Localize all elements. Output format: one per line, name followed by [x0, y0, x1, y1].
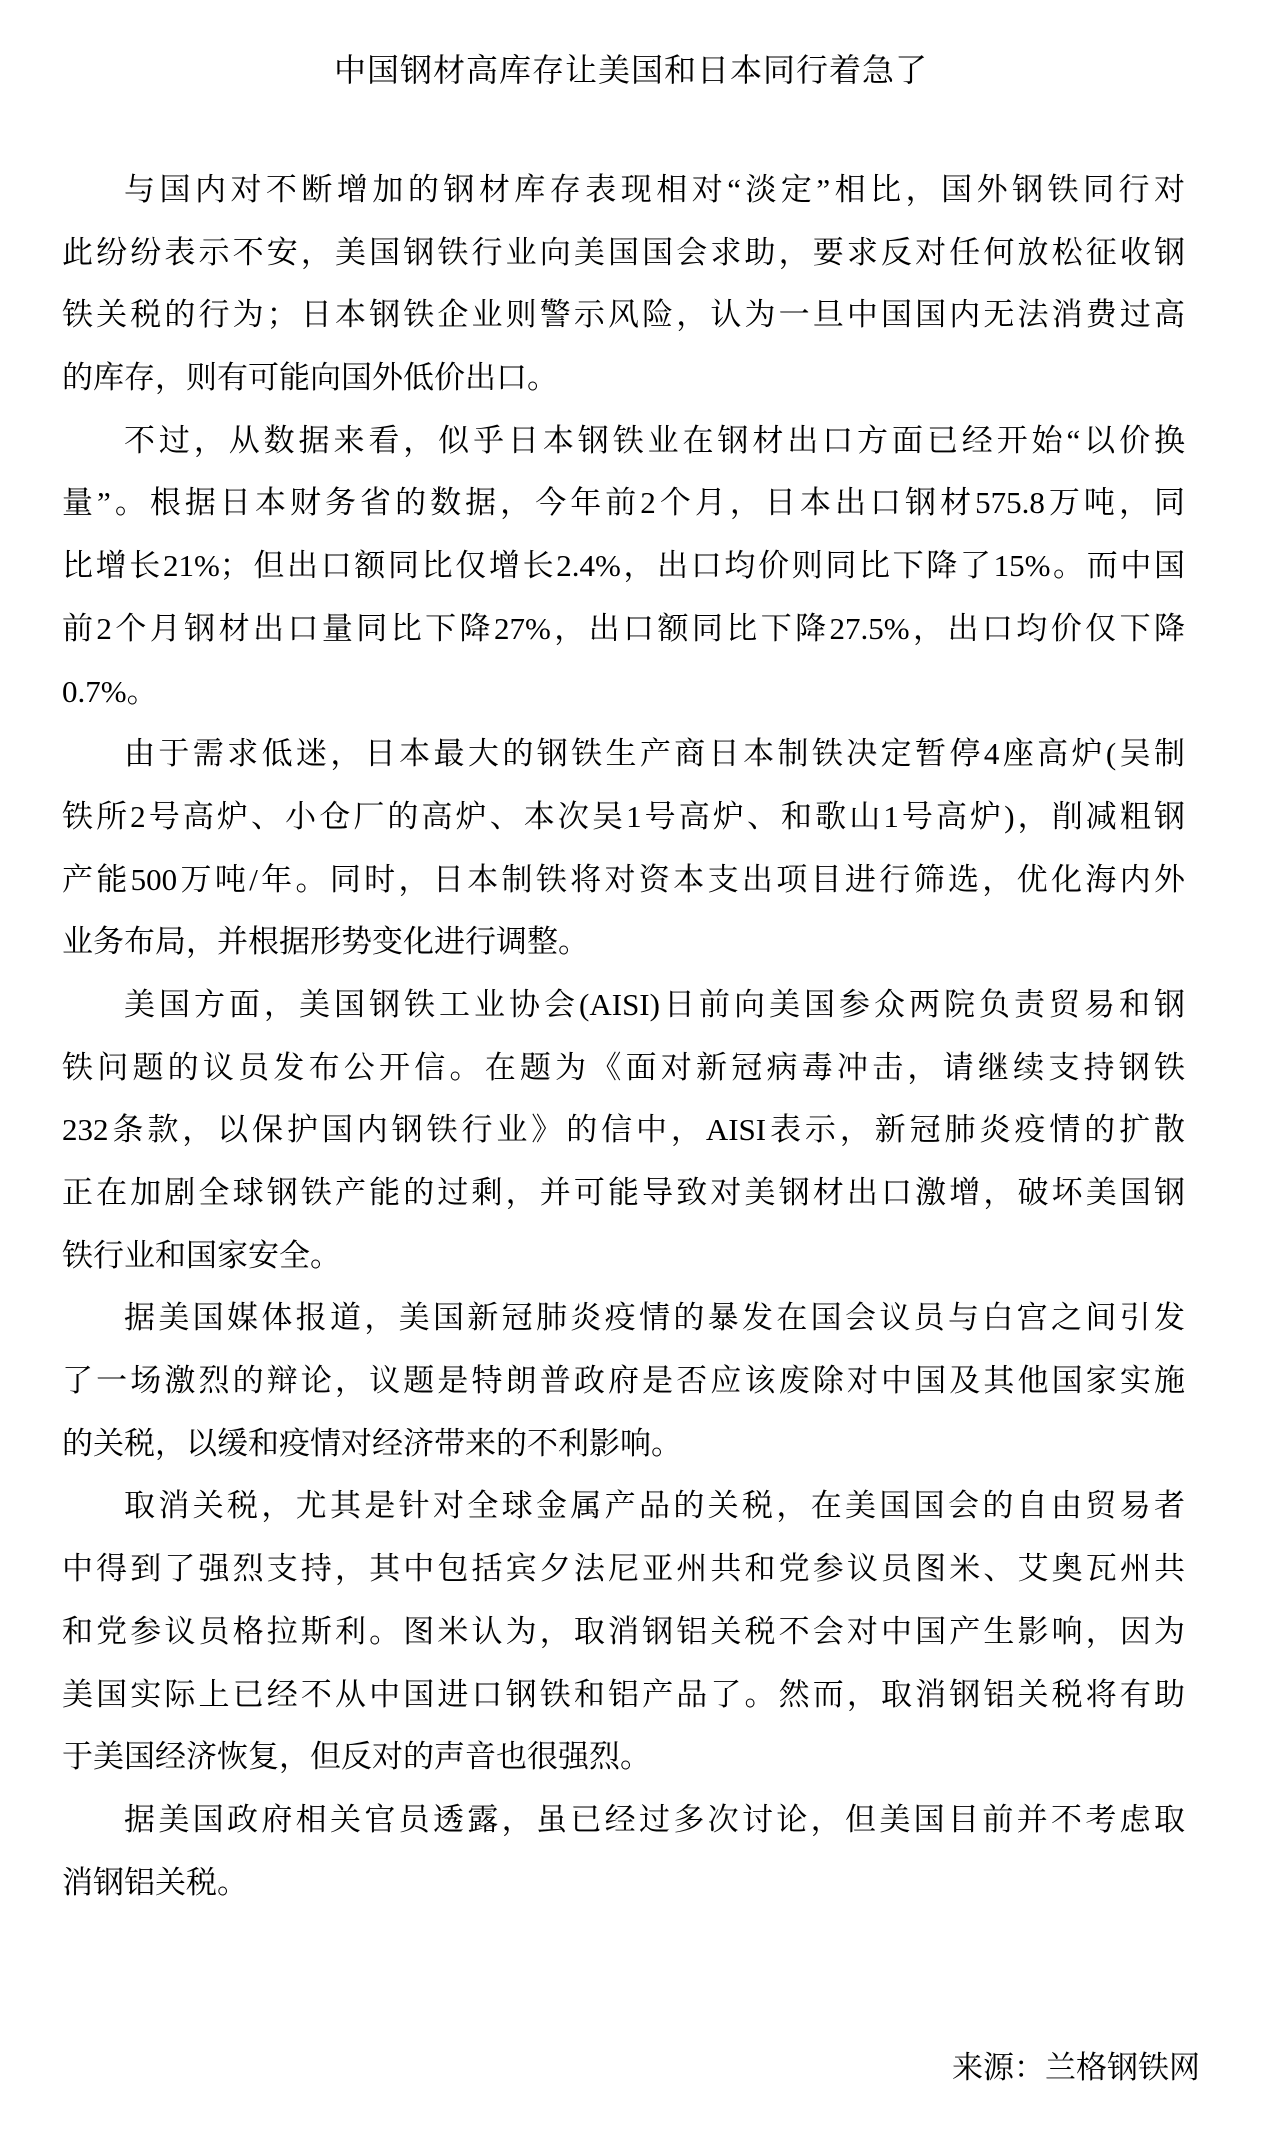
body-line: 232条款，以保护国内钢铁行业》的信中，AISI表示，新冠肺炎疫情的扩散 — [62, 1112, 1185, 1148]
body-line: 美国方面，美国钢铁工业协会(AISI)日前向美国参众两院负责贸易和钢 — [124, 986, 1185, 1022]
body-line: 前2个月钢材出口量同比下降27%，出口额同比下降27.5%，出口均价仅下降 — [62, 610, 1185, 646]
page-title: 中国钢材高库存让美国和日本同行着急了 — [333, 52, 928, 88]
body-line: 铁关税的行为；日本钢铁企业则警示风险，认为一旦中国国内无法消费过高 — [62, 297, 1185, 333]
body-line: 取消关税，尤其是针对全球金属产品的关税，在美国国会的自由贸易者 — [124, 1488, 1185, 1524]
body-line: 于美国经济恢复，但反对的声音也很强烈。 — [62, 1739, 651, 1775]
body-line: 产能500万吨/年。同时，日本制铁将对资本支出项目进行筛选，优化海内外 — [62, 861, 1185, 897]
body-line: 比增长21%；但出口额同比仅增长2.4%，出口均价则同比下降了15%。而中国 — [62, 548, 1185, 584]
body-line: 据美国政府相关官员透露，虽已经过多次讨论，但美国目前并不考虑取 — [124, 1801, 1185, 1837]
body-line: 的库存，则有可能向国外低价出口。 — [62, 360, 558, 396]
body-line: 由于需求低迷，日本最大的钢铁生产商日本制铁决定暂停4座高炉(吴制 — [124, 736, 1185, 772]
body-line: 的关税，以缓和疫情对经济带来的不利影响。 — [62, 1425, 682, 1461]
body-line: 铁行业和国家安全。 — [62, 1237, 341, 1273]
source-attribution: 来源：兰格钢铁网 — [952, 2050, 1200, 2086]
body-line: 铁所2号高炉、小仓厂的高炉、本次吴1号高炉、和歌山1号高炉)，削减粗钢 — [62, 798, 1185, 834]
body-line: 铁问题的议员发布公开信。在题为《面对新冠病毒冲击，请继续支持钢铁 — [62, 1049, 1185, 1085]
body-line: 和党参议员格拉斯利。图米认为，取消钢铝关税不会对中国产生影响，因为 — [62, 1613, 1185, 1649]
body-line: 不过，从数据来看，似乎日本钢铁业在钢材出口方面已经开始“以价换 — [124, 422, 1185, 458]
body-line: 美国实际上已经不从中国进口钢铁和铝产品了。然而，取消钢铝关税将有助 — [62, 1676, 1185, 1712]
article-body — [0, 159, 1262, 1914]
body-line: 中得到了强烈支持，其中包括宾夕法尼亚州共和党参议员图米、艾奥瓦州共 — [62, 1551, 1185, 1587]
body-line: 了一场激烈的辩论，议题是特朗普政府是否应该废除对中国及其他国家实施 — [62, 1363, 1185, 1399]
body-line: 正在加剧全球钢铁产能的过剩，并可能导致对美钢材出口激增，破坏美国钢 — [62, 1175, 1185, 1210]
body-line: 与国内对不断增加的钢材库存表现相对“淡定”相比，国外钢铁同行对 — [124, 172, 1185, 207]
body-line: 消钢铝关税。 — [62, 1864, 248, 1900]
body-line: 此纷纷表示不安，美国钢铁行业向美国国会求助，要求反对任何放松征收钢 — [62, 234, 1185, 270]
body-line: 据美国媒体报道，美国新冠肺炎疫情的暴发在国会议员与白宫之间引发 — [124, 1300, 1185, 1336]
body-line: 0.7%。 — [62, 673, 158, 709]
body-line: 量”。根据日本财务省的数据，今年前2个月，日本出口钢材575.8万吨，同 — [62, 485, 1185, 521]
body-line: 业务布局，并根据形势变化进行调整。 — [62, 924, 589, 960]
